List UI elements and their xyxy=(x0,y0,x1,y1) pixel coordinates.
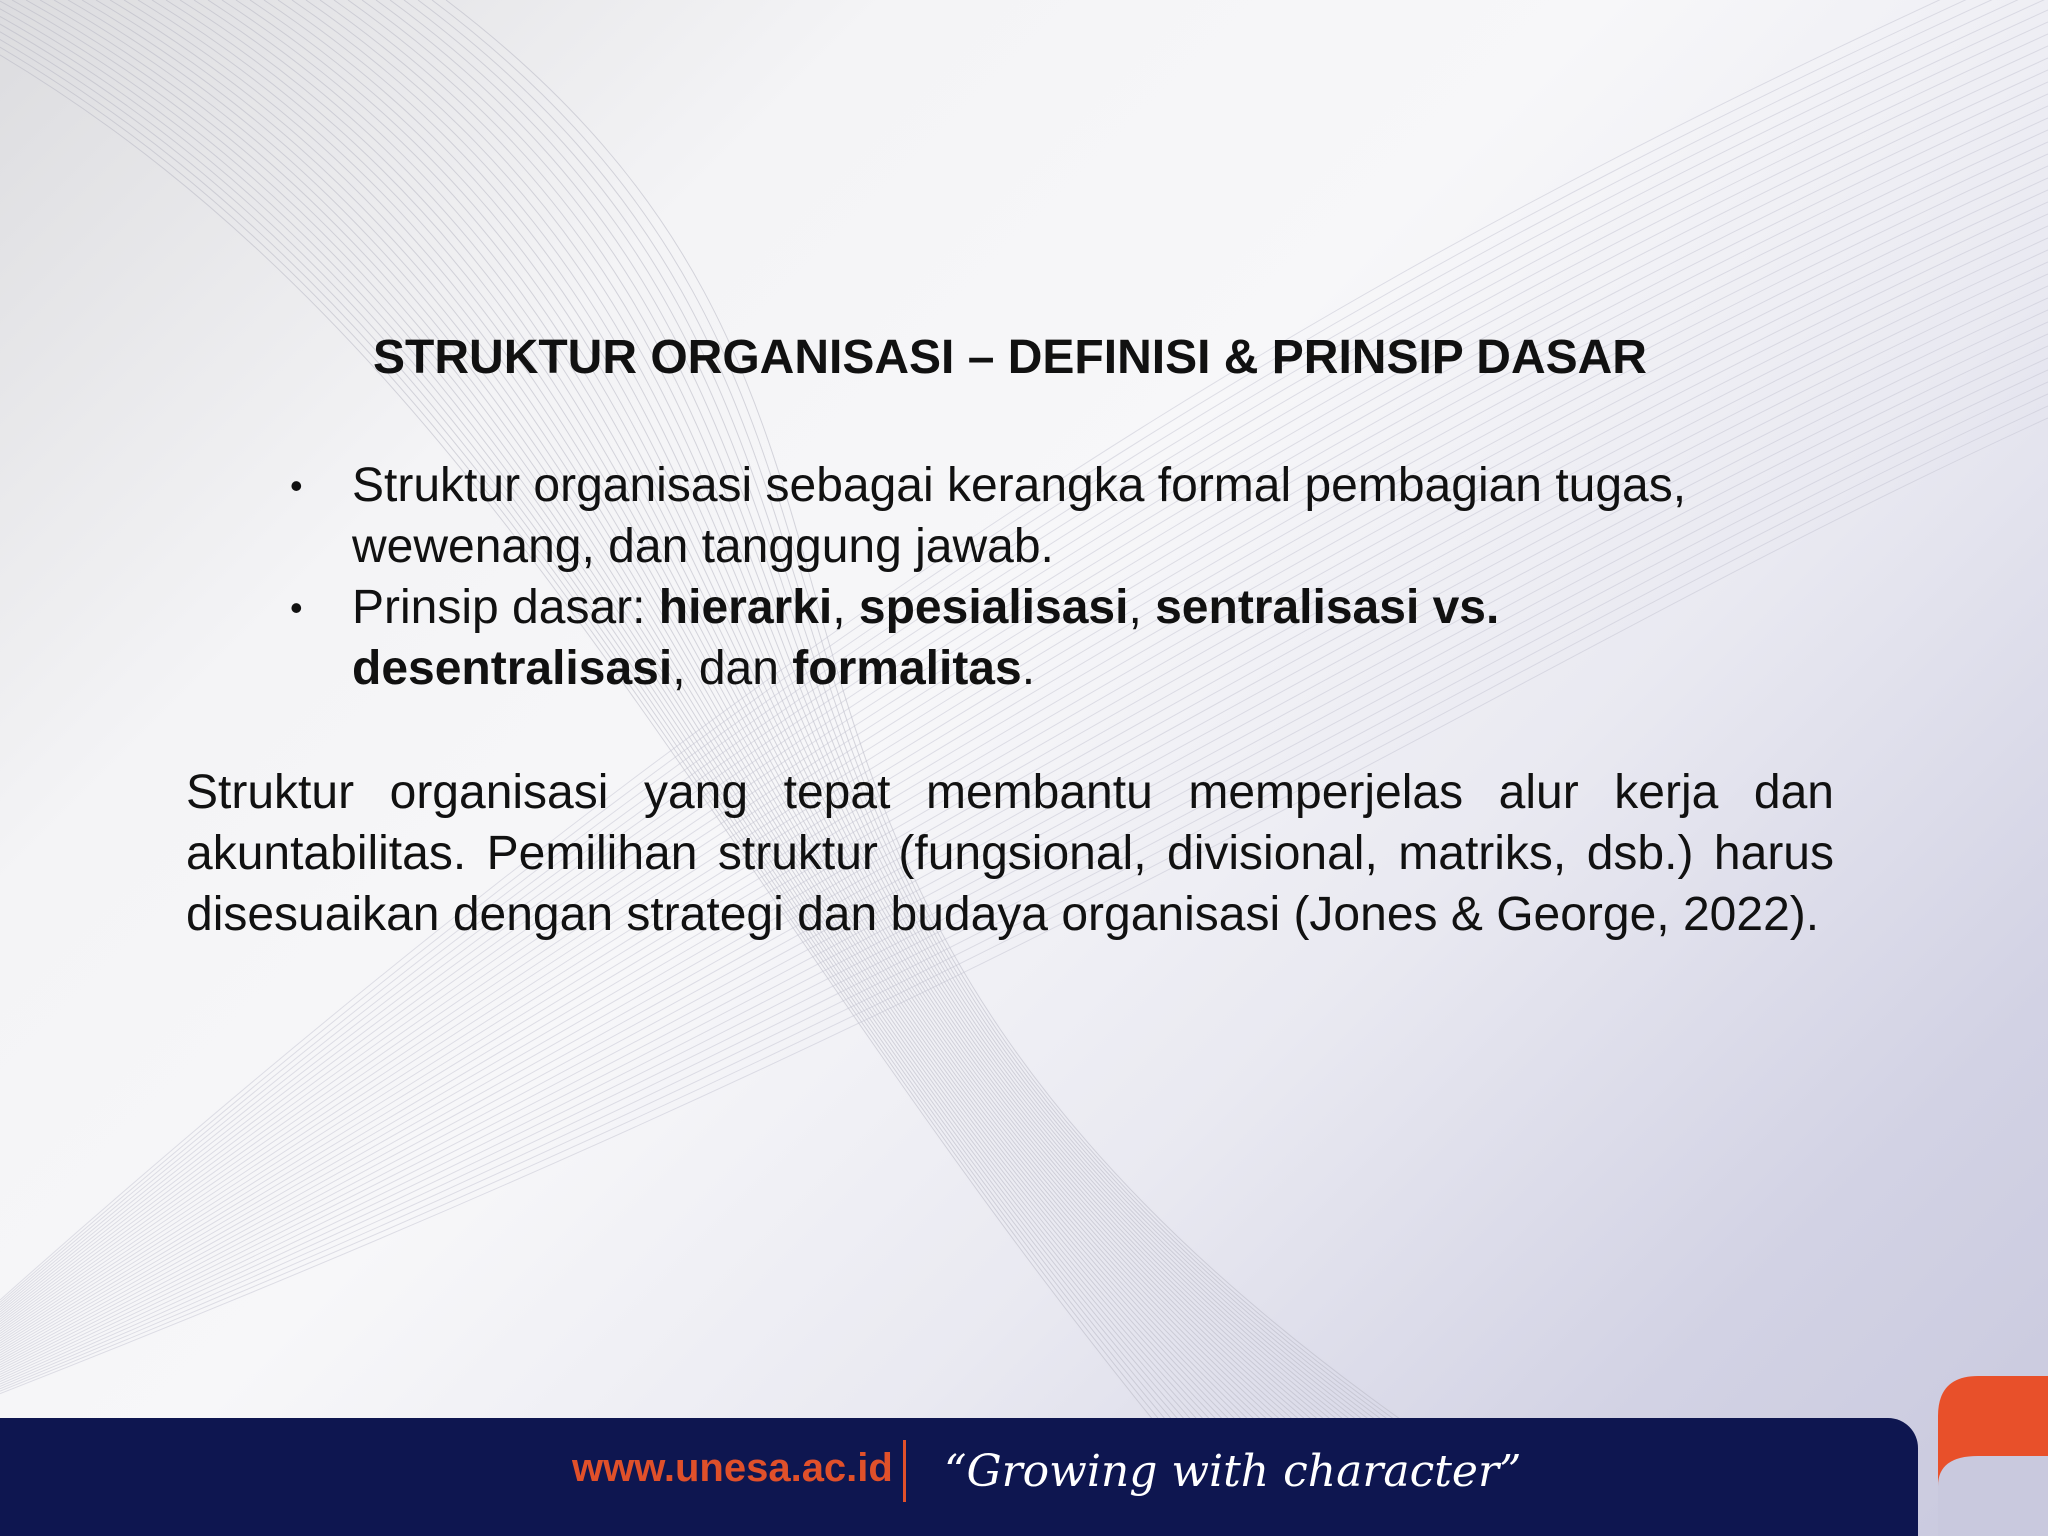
wave-line xyxy=(0,118,2048,1334)
bullet-prefix: Prinsip dasar: xyxy=(352,581,659,634)
bullet-end: . xyxy=(1021,642,1036,695)
footer-tagline: “Growing with character” xyxy=(944,1446,1522,1497)
wave-line xyxy=(0,106,2048,1331)
bullet-icon: • xyxy=(290,465,303,506)
bullet-item-principles xyxy=(286,577,1826,699)
principle-term-formalitas: formalitas xyxy=(792,642,1022,695)
bullet-list xyxy=(286,455,1826,699)
principle-term-sentralisasi: sentralisasi vs. desentralisasi xyxy=(352,581,1500,695)
corner-accent-shape xyxy=(1908,1376,2048,1536)
slide-title: STRUKTUR ORGANISASI – DEFINISI & PRINSIP DASAR xyxy=(373,331,1647,384)
principle-term-spesialisasi: spesialisasi xyxy=(858,581,1129,634)
body-paragraph: Struktur organisasi yang tepat membantu memperjelas alur kerja dan akuntabilitas. Pemilihan struktur (fungsional, divisional, matriks, dsb.) harus disesuaikan dengan strategi dan budaya organisasi (Jones & George, 2022). xyxy=(186,766,1834,941)
principle-term-hierarki: hierarki xyxy=(658,581,833,634)
separator: , xyxy=(832,581,859,634)
footer-divider xyxy=(903,1440,906,1502)
bullet-icon: • xyxy=(290,587,303,628)
separator: , xyxy=(1128,581,1156,634)
bullet-text: Struktur organisasi sebagai kerangka formal pembagian tugas, wewenang, dan tanggung jawab. xyxy=(352,459,1687,573)
separator: , dan xyxy=(672,642,793,695)
wave-line xyxy=(0,94,2048,1329)
bullet-item-definition xyxy=(286,455,1826,577)
footer-url-link[interactable]: www.unesa.ac.id xyxy=(572,1446,893,1490)
